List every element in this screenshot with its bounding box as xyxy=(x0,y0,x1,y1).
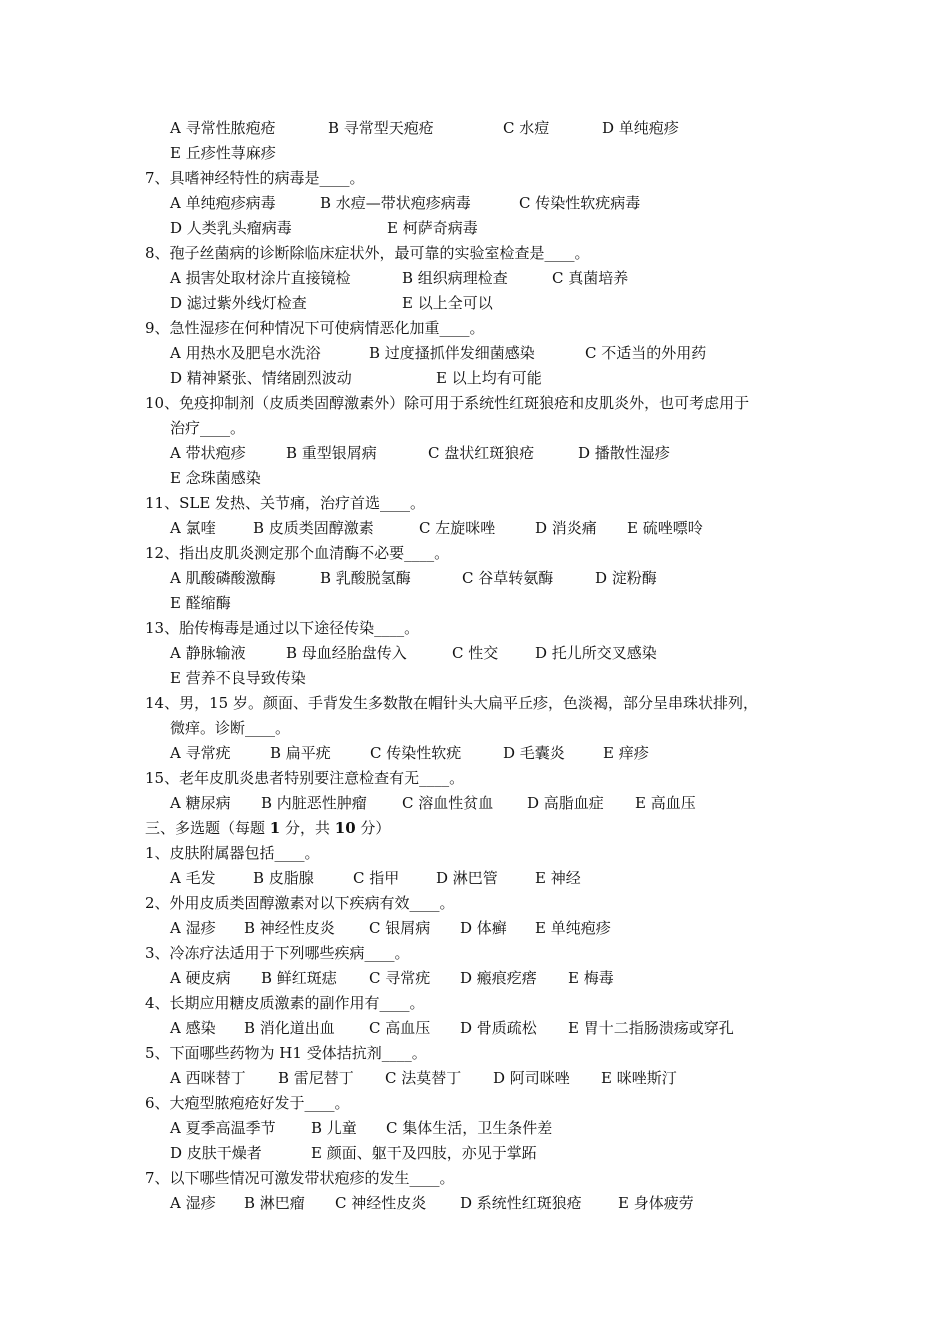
answer-option: C 真菌培养 xyxy=(552,269,629,287)
answer-option: A 西咪替丁 xyxy=(170,1069,246,1087)
answer-option: E 身体疲劳 xyxy=(618,1194,694,1212)
answer-option: B 水痘—带状疱疹病毒 xyxy=(320,194,471,212)
question-stem: 10、免疫抑制剂（皮质类固醇激素外）除可用于系统性红斑狼疮和皮肌炎外，也可考虑用于 xyxy=(145,394,750,412)
option-row xyxy=(145,791,825,816)
answer-option: D 托儿所交叉感染 xyxy=(535,644,657,662)
option-row xyxy=(145,441,825,466)
option-row xyxy=(145,741,825,766)
option-row xyxy=(145,191,825,216)
answer-option: B 组织病理检查 xyxy=(402,269,508,287)
answer-option: E 念珠菌感染 xyxy=(170,469,261,487)
answer-option: A 带状疱疹 xyxy=(170,444,246,462)
answer-option: C 不适当的外用药 xyxy=(585,344,707,362)
question-stem: 4、长期应用糖皮质激素的副作用有____。 xyxy=(145,994,425,1012)
answer-option: B 淋巴瘤 xyxy=(244,1194,305,1212)
answer-option: B 神经性皮炎 xyxy=(244,919,335,937)
question-stem: 12、指出皮肌炎测定那个血清酶不必要____。 xyxy=(145,544,450,562)
answer-option: D 淋巴管 xyxy=(436,869,498,887)
answer-option: E 丘疹性荨麻疹 xyxy=(170,144,276,162)
answer-option: D 瘢痕疙瘩 xyxy=(460,969,537,987)
answer-option: C 寻常疣 xyxy=(369,969,431,987)
answer-option: B 寻常型天疱疮 xyxy=(328,119,434,137)
answer-option: C 溶血性贫血 xyxy=(402,794,494,812)
answer-option: C 高血压 xyxy=(369,1019,431,1037)
answer-option: B 母血经胎盘传入 xyxy=(286,644,407,662)
answer-option: E 痒疹 xyxy=(603,744,649,762)
answer-option: B 皮质类固醇激素 xyxy=(253,519,374,537)
answer-option: E 神经 xyxy=(535,869,581,887)
option-row xyxy=(145,1116,825,1141)
answer-option: B 儿童 xyxy=(311,1119,357,1137)
answer-option: B 扁平疣 xyxy=(270,744,331,762)
answer-option: A 静脉输液 xyxy=(170,644,246,662)
question-stem: 8、孢子丝菌病的诊断除临床症状外，最可靠的实验室检查是____。 xyxy=(145,244,590,262)
answer-option: C 法莫替丁 xyxy=(385,1069,462,1087)
option-row xyxy=(145,1191,825,1216)
answer-option: D 人类乳头瘤病毒 xyxy=(170,219,292,237)
answer-option: A 寻常性脓疱疮 xyxy=(170,119,276,137)
answer-option: B 乳酸脱氢酶 xyxy=(320,569,411,587)
option-row xyxy=(145,141,825,166)
question-stem: 14、男，15 岁。颜面、手背发生多数散在帽针头大扁平丘疹，色淡褐，部分呈串珠状排列， xyxy=(145,694,758,712)
answer-option: D 单纯疱疹 xyxy=(602,119,679,137)
option-row xyxy=(145,666,825,691)
answer-option: C 传染性软疣 xyxy=(370,744,462,762)
answer-option: E 以上均有可能 xyxy=(436,369,542,387)
option-row xyxy=(145,341,825,366)
answer-option: B 重型银屑病 xyxy=(286,444,377,462)
option-row xyxy=(145,866,825,891)
answer-option: B 皮脂腺 xyxy=(253,869,314,887)
answer-option: A 硬皮病 xyxy=(170,969,231,987)
option-row xyxy=(145,1141,825,1166)
answer-option: E 颜面、躯干及四肢，亦见于掌跖 xyxy=(311,1144,537,1162)
answer-option: A 感染 xyxy=(170,1019,216,1037)
answer-option: C 盘状红斑狼疮 xyxy=(428,444,535,462)
option-row xyxy=(145,966,825,991)
option-row xyxy=(145,566,825,591)
section-heading-part: 分，共 xyxy=(280,819,335,837)
answer-option: E 硫唑嘌呤 xyxy=(627,519,703,537)
answer-option: A 湿疹 xyxy=(170,919,216,937)
answer-option: D 系统性红斑狼疮 xyxy=(460,1194,582,1212)
section-heading-part: 1 xyxy=(269,819,281,837)
question-stem-continued: 微痒。诊断____。 xyxy=(170,719,291,737)
answer-option: A 湿疹 xyxy=(170,1194,216,1212)
question-stem: 11、SLE 发热、关节痛，治疗首选____。 xyxy=(145,494,426,512)
answer-option: D 体癣 xyxy=(460,919,507,937)
answer-option: B 雷尼替丁 xyxy=(278,1069,354,1087)
answer-option: D 滤过紫外线灯检查 xyxy=(170,294,307,312)
answer-option: D 骨质疏松 xyxy=(460,1019,537,1037)
answer-option: E 咪唑斯汀 xyxy=(601,1069,677,1087)
question-stem: 6、大疱型脓疱疮好发于____。 xyxy=(145,1094,350,1112)
answer-option: A 用热水及肥皂水洗浴 xyxy=(170,344,321,362)
question-list xyxy=(145,116,825,1216)
question-stem: 13、胎传梅毒是通过以下途径传染____。 xyxy=(145,619,420,637)
answer-option: D 精神紧张、情绪剧烈波动 xyxy=(170,369,352,387)
question-stem: 7、具嗜神经特性的病毒是____。 xyxy=(145,169,365,187)
answer-option: A 损害处取材涂片直接镜检 xyxy=(170,269,351,287)
answer-option: B 过度搔抓伴发细菌感染 xyxy=(369,344,535,362)
answer-option: B 内脏恶性肿瘤 xyxy=(261,794,367,812)
answer-option: E 单纯疱疹 xyxy=(535,919,611,937)
answer-option: C 谷草转氨酶 xyxy=(462,569,554,587)
option-row xyxy=(145,216,825,241)
answer-option: A 肌酸磷酸激酶 xyxy=(170,569,276,587)
question-stem: 7、以下哪些情况可激发带状疱疹的发生____。 xyxy=(145,1169,455,1187)
answer-option: C 银屑病 xyxy=(369,919,431,937)
answer-option: C 性交 xyxy=(452,644,499,662)
answer-option: D 淀粉酶 xyxy=(595,569,657,587)
answer-option: E 梅毒 xyxy=(568,969,614,987)
answer-option: C 神经性皮炎 xyxy=(335,1194,427,1212)
section-heading-part: 10 xyxy=(334,819,356,837)
answer-option: C 左旋咪唑 xyxy=(419,519,496,537)
answer-option: E 高血压 xyxy=(635,794,696,812)
answer-option: A 糖尿病 xyxy=(170,794,231,812)
answer-option: D 毛囊炎 xyxy=(503,744,565,762)
answer-option: E 胃十二指肠溃疡或穿孔 xyxy=(568,1019,734,1037)
answer-option: B 鲜红斑痣 xyxy=(261,969,337,987)
option-row xyxy=(145,116,825,141)
option-row xyxy=(145,266,825,291)
answer-option: D 皮肤干燥者 xyxy=(170,1144,262,1162)
answer-option: E 营养不良导致传染 xyxy=(170,669,306,687)
option-row xyxy=(145,591,825,616)
answer-option: E 醛缩酶 xyxy=(170,594,231,612)
option-row xyxy=(145,641,825,666)
question-stem: 1、皮肤附属器包括____。 xyxy=(145,844,320,862)
section-heading-part: 三、多选题（每题 xyxy=(145,819,270,837)
answer-option: D 播散性湿疹 xyxy=(578,444,670,462)
question-stem: 3、冷冻疗法适用于下列哪些疾病____。 xyxy=(145,944,410,962)
answer-option: A 毛发 xyxy=(170,869,216,887)
answer-option: E 柯萨奇病毒 xyxy=(387,219,478,237)
option-row xyxy=(145,366,825,391)
option-row xyxy=(145,466,825,491)
answer-option: D 阿司咪唑 xyxy=(493,1069,570,1087)
answer-option: D 消炎痛 xyxy=(535,519,597,537)
option-row xyxy=(145,291,825,316)
option-row xyxy=(145,1016,825,1041)
answer-option: B 消化道出血 xyxy=(244,1019,335,1037)
question-stem: 9、急性湿疹在何种情况下可使病情恶化加重____。 xyxy=(145,319,485,337)
question-stem: 15、老年皮肌炎患者特别要注意检查有无____。 xyxy=(145,769,465,787)
answer-option: C 水痘 xyxy=(503,119,550,137)
section-heading xyxy=(145,816,825,841)
answer-option: A 氯喹 xyxy=(170,519,216,537)
answer-option: A 夏季高温季节 xyxy=(170,1119,276,1137)
question-stem-continued: 治疗____。 xyxy=(170,419,246,437)
answer-option: C 集体生活，卫生条件差 xyxy=(386,1119,553,1137)
option-row xyxy=(145,916,825,941)
answer-option: C 指甲 xyxy=(353,869,400,887)
answer-option: A 单纯疱疹病毒 xyxy=(170,194,276,212)
section-heading-part: 分） xyxy=(355,819,391,837)
answer-option: E 以上全可以 xyxy=(402,294,493,312)
question-stem: 5、下面哪些药物为 H1 受体拮抗剂____。 xyxy=(145,1044,427,1062)
option-row xyxy=(145,1066,825,1091)
answer-option: D 高脂血症 xyxy=(527,794,604,812)
question-stem: 2、外用皮质类固醇激素对以下疾病有效____。 xyxy=(145,894,455,912)
answer-option: C 传染性软疣病毒 xyxy=(519,194,641,212)
answer-option: A 寻常疣 xyxy=(170,744,231,762)
option-row xyxy=(145,516,825,541)
